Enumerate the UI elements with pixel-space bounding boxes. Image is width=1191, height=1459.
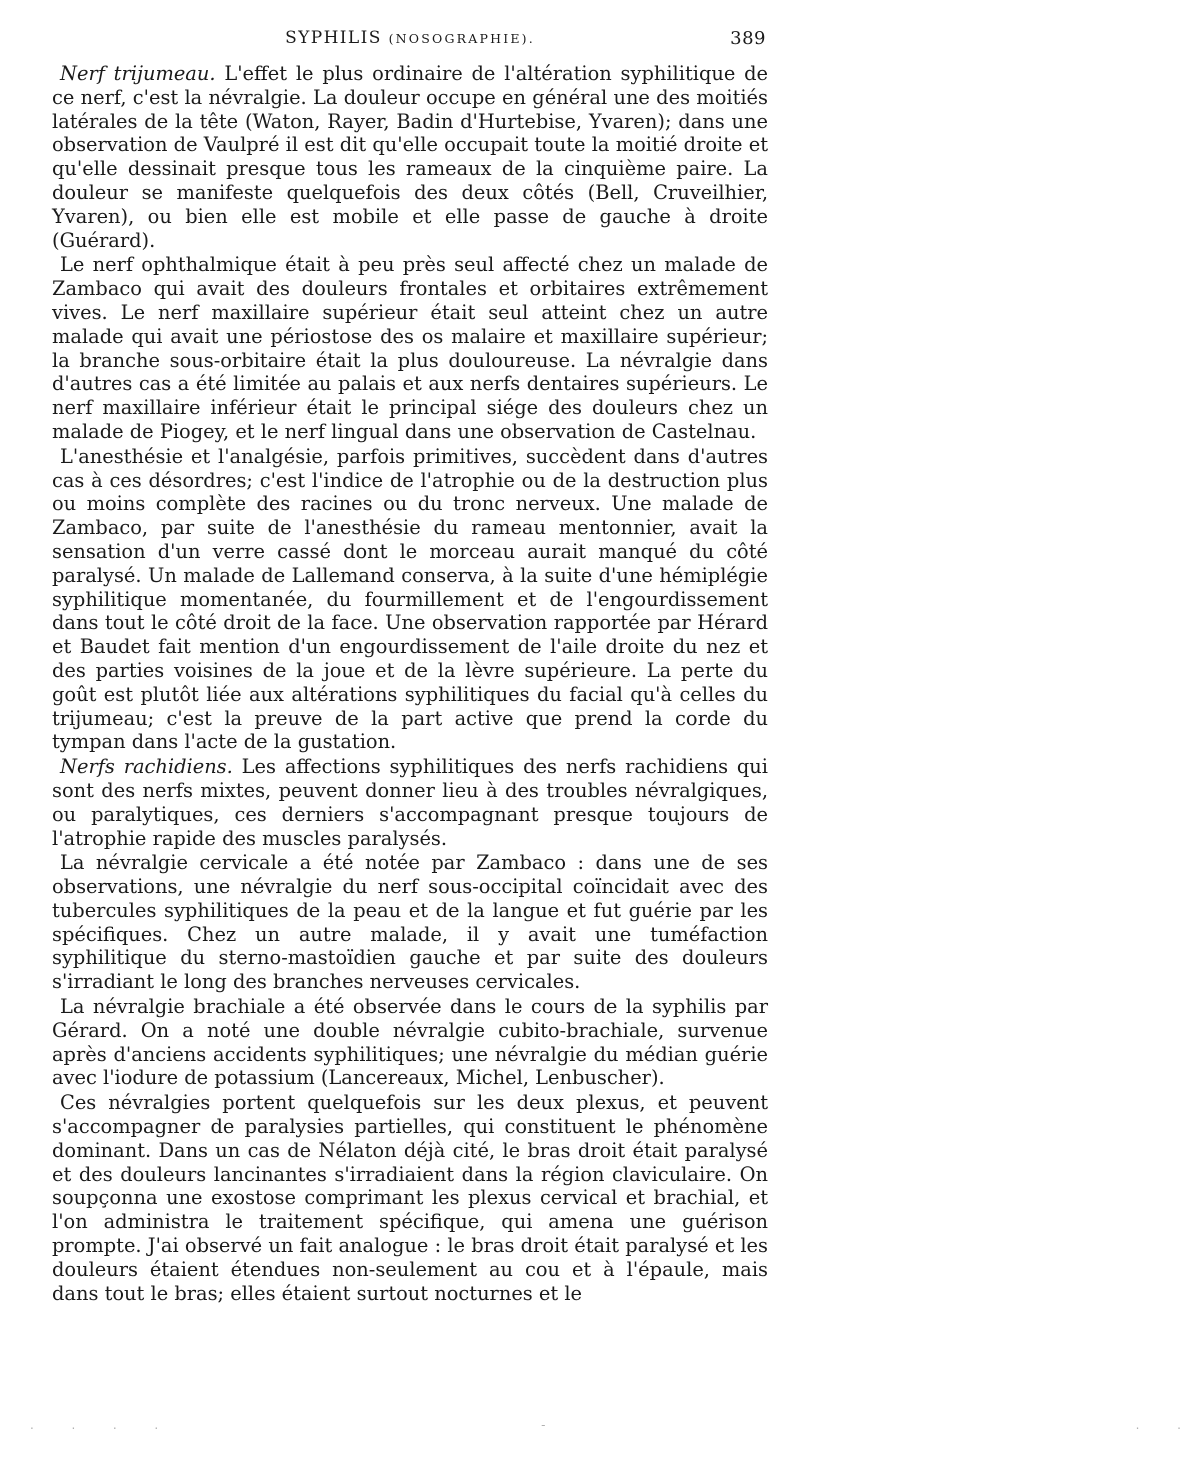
paragraph — [52, 851, 768, 994]
paragraph-nerf-trijumeau — [52, 62, 768, 252]
running-title-main: SYPHILIS — [285, 28, 382, 48]
section-heading-nerf-trijumeau: Nerf trijumeau. — [60, 62, 216, 85]
scan-artifact-dots: . . . . - . . — [30, 1418, 1191, 1432]
paragraph — [52, 995, 768, 1090]
paragraph-text: La névralgie cervicale a été notée par Zambaco : dans une de ses observations, une névralgie du nerf sous-occipital coïncidait avec des tubercules syphilitiques de la peau et de la langue et fut guérie par les spécifiques. Chez un autre malade, il y avait une tuméfaction syphilitique du sterno-mastoïdien gauche et par suite des douleurs s'irradiant le long des branches nerveuses cervicales. — [52, 851, 768, 994]
page-body — [52, 62, 768, 1305]
paragraph-text: La névralgie brachiale a été observée dans le cours de la syphilis par Gérard. On a noté une double névralgie cubito-brachiale, survenue après d'anciens accidents syphilitiques; une névralgie du médian guérie avec l'iodure de potassium (Lancereaux, Michel, Lenbuscher). — [52, 995, 768, 1090]
paragraph-text: Ces névralgies portent quelquefois sur les deux plexus, et peuvent s'accompagner de paralysies partielles, qui constituent le phénomène dominant. Dans un cas de Nélaton déjà cité, le bras droit était paralysé et des douleurs lancinantes s'irradiaient dans la région claviculaire. On soupçonna une exostose comprimant les plexus cervical et brachial, et l'on administra le traitement spécifique, qui amena une guérison prompte. J'ai observé un fait analogue : le bras droit était paralysé et les douleurs étaient étendues non-seulement au cou et à l'épaule, mais dans tout le bras; elles étaient surtout nocturnes et le — [52, 1091, 768, 1305]
section-heading-nerfs-rachidiens: Nerfs rachidiens. — [60, 755, 233, 779]
running-title-sub: (NOSOGRAPHIE). — [388, 31, 535, 46]
paragraph-text: L'anesthésie et l'analgésie, parfois primitives, succèdent dans d'autres cas à ces désordres; c'est l'indice de l'atrophie ou de la destruction plus ou moins complète des racines ou du tronc nerveux. Une malade de Zambaco, par suite de l'anesthésie du rameau mentonnier, avait la sensation d'un verre cassé dont le morceau aurait manqué du côté paralysé. Un malade de Lallemand conserva, à la suite d'une hémiplégie syphilitique momentanée, du fourmillement et de l'engourdissement dans tout le côté droit de la face. Une observation rapportée par Hérard et Baudet fait mention d'un engourdissement de l'aile droite du nez et des parties voisines de la joue et de la lèvre supérieure. La perte du goût est plutôt liée aux altérations syphilitiques du facial qu'à celles du trijumeau; c'est la preuve de la part active que prend la corde du tympan dans l'acte de la gustation. — [52, 444, 768, 754]
running-header — [54, 28, 766, 58]
running-title — [54, 28, 766, 48]
paragraph-text: Le nerf ophthalmique était à peu près seul affecté chez un malade de Zambaco qui avait des douleurs frontales et orbitaires extrêmement vives. Le nerf maxillaire supérieur était seul atteint chez un autre malade qui avait une périostose des os malaire et maxillaire supérieur; la branche sous-orbitaire était la plus douloureuse. La névralgie dans d'autres cas a été limitée au palais et aux nerfs dentaires supérieurs. Le nerf maxillaire inférieur était le principal siége des douleurs chez un malade de Piogey, et le nerf lingual dans une observation de Castelnau. — [52, 253, 768, 443]
paragraph — [52, 1091, 768, 1305]
paragraph-text: L'effet le plus ordinaire de l'altération syphilitique de ce nerf, c'est la névralgie. La douleur occupe en général une des moitiés latérales de la tête (Waton, Rayer, Badin d'Hurtebise, Yvaren); dans une observation de Vaulpré il est dit qu'elle occupait toute la moitié droite et qu'elle dessinait presque tous les rameaux de la cinquième paire. La douleur se manifeste quelquefois des deux côtés (Bell, Cruveilhier, Yvaren), ou bien elle est mobile et elle passe de gauche à droite (Guérard). — [52, 62, 768, 252]
paragraph-nerfs-rachidiens — [52, 755, 768, 850]
paragraph-text: Les affections syphilitiques des nerfs rachidiens qui sont des nerfs mixtes, peuvent donner lieu à des troubles névralgiques, ou paralytiques, ces derniers s'accompagnant presque toujours de l'atrophie rapide des muscles paralysés. — [52, 755, 768, 850]
paragraph — [52, 445, 768, 754]
paragraph — [52, 253, 768, 443]
page-number: 389 — [730, 28, 766, 49]
